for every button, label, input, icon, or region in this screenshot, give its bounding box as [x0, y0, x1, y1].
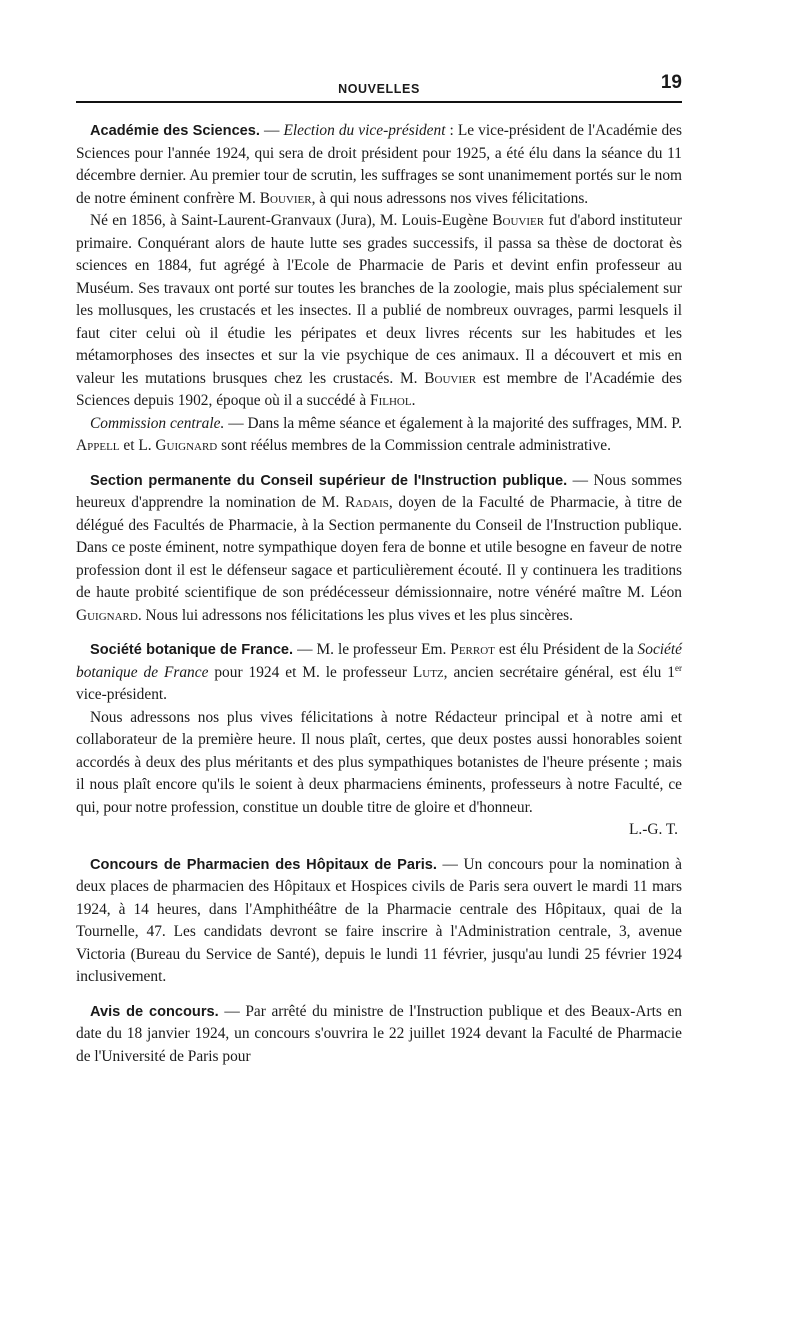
text-run: , ancien secrétaire général, est élu 1: [443, 663, 675, 681]
proper-name: Bouvier: [259, 189, 312, 207]
paragraph: [76, 707, 682, 820]
text-run: fut d'abord instituteur primaire. Conquérant alors de haute lutte ses grades successifs, il passa sa thèse de doctorat ès sciences en 1884, fut agrégé à l'Ecole de Pharmacie de Paris et devint enfin professeur au Muséum. Ses travaux ont porté sur toutes les branches de la zoologie, mais plus spécialement sur les mollusques, les crustacés et les insectes. Il a publié de nombreux ouvrages, parmi lesquels il faut citer celui où il étudie les péripates et deux livres récents sur les habitudes et les métamorphoses des insectes et sur la vie psychique de ces animaux. Il a découvert et mis en valeur les mutations brusques chez les crustacés. M.: [76, 212, 682, 387]
proper-name: Radais: [345, 494, 389, 511]
italic-text: Société botanique de France: [76, 641, 682, 681]
paragraph: [76, 470, 682, 628]
news-section: [76, 639, 682, 842]
text-run: vice-président.: [76, 686, 168, 703]
text-run: — Par arrêté du ministre de l'Instruction publique et des Beaux-Arts en date du 18 janvier 1924, un concours s'ouvrira le 22 juillet 1924 devant la Faculté de Pharmacie de l'Université de Paris pour: [76, 1002, 682, 1065]
text-run: .: [411, 392, 416, 409]
header-rule: [76, 101, 682, 103]
news-section: [76, 470, 682, 628]
superscript: er: [675, 662, 682, 673]
proper-name: Guignard: [155, 437, 218, 454]
paragraph: [76, 120, 682, 210]
italic-text: Election du vice-président: [283, 122, 446, 139]
section-heading: Académie des Sciences.: [90, 123, 260, 139]
running-title: NOUVELLES: [338, 82, 420, 96]
news-section: [76, 1001, 682, 1069]
text-run: —: [259, 122, 284, 139]
text-run: est élu Président de la: [494, 641, 638, 658]
text-run: — Dans la même séance et également à la majorité des suffrages, MM. P.: [224, 414, 682, 432]
proper-name: Filhol: [370, 392, 412, 409]
text-run: , à qui nous adressons nos vives félicitations.: [311, 189, 589, 207]
text-run: , doyen de la Faculté de Pharmacie, à titre de délégué des Facultés de Pharmacie, à la Section permanente du Conseil de l'Instruction publique. Dans ce poste éminent, notre sympathique doyen fera de bonne et utile besogne en faveur de notre profession dont il est le défenseur sagace et particulièrement écouté. Il y continuera les traditions de haute probité scientifique de son prédécesseur démissionnaire, notre vénéré maître M. Léon: [76, 494, 682, 601]
page-number: 19: [660, 72, 682, 93]
news-section: [76, 120, 682, 458]
page-header: [76, 72, 682, 96]
paragraph: [76, 854, 682, 989]
text-run: pour 1924 et M. le professeur: [208, 663, 413, 681]
proper-name: Bouvier: [424, 369, 477, 387]
text-run: Né en 1856, à Saint-Laurent-Granvaux (Jura), M. Louis-Eugène: [90, 212, 493, 229]
text-run: est membre de l'Académie des Sciences depuis 1902, époque où il a succédé à: [76, 369, 683, 409]
proper-name: Perrot: [450, 641, 495, 658]
proper-name: Lutz: [412, 663, 444, 681]
text-run: : Le vice-président de l'Académie des Sciences pour l'année 1924, qui sera de droit président pour 1925, a été élu dans la séance du 11 décembre dernier. Au premier tour de scrutin, les suffrages se sont unanimement portés sur le nom de notre éminent confrère M.: [76, 122, 682, 207]
document-page: [76, 0, 682, 1326]
text-run: . Nous lui adressons nos félicitations les plus vives et les plus sincères.: [137, 606, 573, 624]
text-run: Nous adressons nos plus vives félicitations à notre Rédacteur principal et à notre ami et collaborateur de la première heure. Il nous plaît, certes, que deux postes aussi honorables soient accordés à deux des plus méritants et des plus sympathiques botanistes de l'heure présente ; mais il nous plaît encore qu'ils le soient à deux pharmaciens éminents, professeurs à notre Faculté, ce qui, pour notre profession, constitue un double titre de gloire et d'honneur.: [76, 708, 682, 816]
text-run: — M. le professeur Em.: [293, 641, 451, 658]
article-body: [76, 120, 682, 1080]
text-run: — Un concours pour la nomination à deux places de pharmacien des Hôpitaux et Hospices civils de Paris sera ouvert le mardi 11 mars 1924, à 14 heures, dans l'Amphithéâtre de la Pharmacie centrale des Hôpitaux, quai de la Tournelle, 47. Les candidats devront se faire inscrire à l'Administration centrale, 3, avenue Victoria (Bureau du Service de Santé), depuis le lundi 11 février, jusqu'au lundi 25 février 1924 inclusivement.: [76, 855, 683, 985]
text-run: — Nous sommes heureux d'apprendre la nomination de M.: [76, 471, 682, 511]
italic-text: Commission centrale.: [90, 414, 225, 432]
text-run: sont réélus membres de la Commission centrale administrative.: [217, 437, 611, 454]
signature: L.-G. T.: [628, 821, 678, 838]
paragraph: [76, 413, 682, 458]
proper-name: Bouvier: [492, 212, 545, 229]
paragraph: [76, 1001, 682, 1069]
text-run: et L.: [119, 437, 156, 454]
section-heading: Concours de Pharmacien des Hôpitaux de Paris.: [90, 856, 437, 873]
proper-name: Appell: [76, 437, 120, 454]
paragraph: [76, 639, 682, 707]
section-heading: Société botanique de France.: [90, 642, 294, 658]
section-heading: Avis de concours.: [90, 1003, 219, 1020]
paragraph: [76, 210, 682, 413]
section-heading: Section permanente du Conseil supérieur de l'Instruction publique.: [90, 472, 568, 489]
news-section: [76, 854, 682, 989]
proper-name: Guignard: [76, 606, 138, 624]
